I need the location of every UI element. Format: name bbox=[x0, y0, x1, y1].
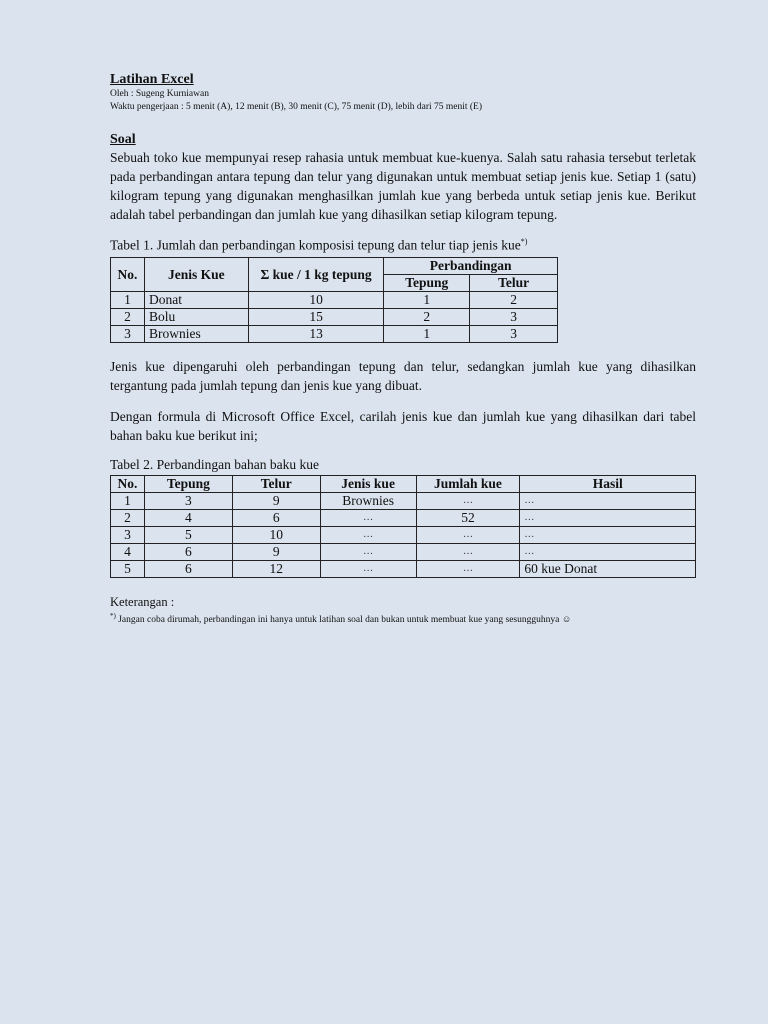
t2-header-tepung: Tepung bbox=[144, 475, 232, 492]
document-title: Latihan Excel bbox=[110, 72, 194, 87]
t1-cell-jenis: Bolu bbox=[144, 308, 248, 325]
t1-cell-tepung: 1 bbox=[384, 291, 470, 308]
t2-cell-jumlah: … bbox=[416, 492, 520, 509]
t2-cell-no: 3 bbox=[111, 526, 145, 543]
t1-header-perbandingan: Perbandingan bbox=[384, 257, 558, 274]
t2-cell-telur: 10 bbox=[232, 526, 320, 543]
table1-caption-text: Tabel 1. Jumlah dan perbandingan komposisi tepung dan telur tiap jenis kue bbox=[110, 237, 521, 253]
t2-cell-jumlah: … bbox=[416, 526, 520, 543]
footnote-sup: *) bbox=[110, 611, 116, 620]
paragraph-3: Dengan formula di Microsoft Office Excel, carilah jenis kue dan jumlah kue yang dihasilkan dari tabel bahan baku kue berikut ini; bbox=[110, 408, 696, 443]
t2-header-hasil: Hasil bbox=[520, 475, 696, 492]
document-page bbox=[110, 72, 696, 627]
t1-cell-telur: 2 bbox=[470, 291, 558, 308]
t2-cell-hasil: … bbox=[520, 509, 696, 526]
t2-cell-hasil: … bbox=[520, 492, 696, 509]
t1-header-jenis: Jenis Kue bbox=[144, 257, 248, 291]
t2-cell-no: 1 bbox=[111, 492, 145, 509]
table-row bbox=[111, 543, 696, 560]
t2-cell-tepung: 6 bbox=[144, 560, 232, 577]
footnote bbox=[110, 610, 696, 627]
t1-cell-sum: 15 bbox=[248, 308, 384, 325]
t2-cell-hasil: 60 kue Donat bbox=[520, 560, 696, 577]
t1-header-no: No. bbox=[111, 257, 145, 291]
table2-caption: Tabel 2. Perbandingan bahan baku kue bbox=[110, 456, 319, 472]
t1-cell-sum: 13 bbox=[248, 325, 384, 342]
keterangan-label: Keterangan : bbox=[110, 594, 175, 609]
t2-cell-no: 2 bbox=[111, 509, 145, 526]
t1-header-tepung: Tepung bbox=[384, 274, 470, 291]
table-row bbox=[111, 291, 558, 308]
t2-cell-jumlah: 52 bbox=[416, 509, 520, 526]
t2-header-telur: Telur bbox=[232, 475, 320, 492]
t1-cell-tepung: 1 bbox=[384, 325, 470, 342]
author-line: Oleh : Sugeng Kurniawan bbox=[110, 89, 209, 99]
t1-cell-no: 2 bbox=[111, 308, 145, 325]
t2-cell-jenis: … bbox=[320, 560, 416, 577]
table1-caption bbox=[110, 234, 696, 254]
t1-cell-jenis: Donat bbox=[144, 291, 248, 308]
table-row bbox=[111, 526, 696, 543]
t2-cell-jenis: … bbox=[320, 543, 416, 560]
table-row bbox=[111, 325, 558, 342]
t1-cell-no: 1 bbox=[111, 291, 145, 308]
table-row bbox=[111, 560, 696, 577]
t1-header-telur: Telur bbox=[470, 274, 558, 291]
soal-heading: Soal bbox=[110, 132, 136, 147]
t2-cell-hasil: … bbox=[520, 526, 696, 543]
t2-cell-tepung: 5 bbox=[144, 526, 232, 543]
t2-cell-jumlah: … bbox=[416, 543, 520, 560]
table-row bbox=[111, 509, 696, 526]
t2-cell-telur: 6 bbox=[232, 509, 320, 526]
t2-cell-jenis: … bbox=[320, 509, 416, 526]
t1-cell-telur: 3 bbox=[470, 325, 558, 342]
soal-intro: Sebuah toko kue mempunyai resep rahasia untuk membuat kue-kuenya. Salah satu rahasia tersebut terletak pada perbandingan antara tepung dan telur yang digunakan untuk membuat setiap jenis kue. Setiap 1 (satu) kilogram tepung yang digunakan menghasilkan jumlah kue yang berbeda untuk setiap jenis kue. Berikut adalah tabel perbandingan dan jumlah kue yang dihasilkan setiap kilogram tepung. bbox=[110, 150, 696, 222]
t2-cell-telur: 9 bbox=[232, 543, 320, 560]
t2-header-jumlah: Jumlah kue bbox=[416, 475, 520, 492]
paragraph-2: Jenis kue dipengaruhi oleh perbandingan tepung dan telur, sedangkan jumlah kue yang dihasilkan tergantung pada jumlah tepung dan jenis kue yang dibuat. bbox=[110, 358, 696, 393]
t2-header-no: No. bbox=[111, 475, 145, 492]
t1-cell-telur: 3 bbox=[470, 308, 558, 325]
t2-cell-jumlah: … bbox=[416, 560, 520, 577]
t2-cell-tepung: 6 bbox=[144, 543, 232, 560]
t2-cell-hasil: … bbox=[520, 543, 696, 560]
t1-header-sum: Σ kue / 1 kg tepung bbox=[248, 257, 384, 291]
t2-cell-telur: 12 bbox=[232, 560, 320, 577]
t1-cell-jenis: Brownies bbox=[144, 325, 248, 342]
table1-caption-sup: *) bbox=[520, 237, 528, 246]
table2 bbox=[110, 475, 696, 578]
t2-header-jenis: Jenis kue bbox=[320, 475, 416, 492]
t2-cell-jenis: Brownies bbox=[320, 492, 416, 509]
table1 bbox=[110, 257, 558, 343]
t2-cell-tepung: 3 bbox=[144, 492, 232, 509]
t1-cell-tepung: 2 bbox=[384, 308, 470, 325]
t2-cell-telur: 9 bbox=[232, 492, 320, 509]
t1-cell-no: 3 bbox=[111, 325, 145, 342]
t2-cell-no: 5 bbox=[111, 560, 145, 577]
t2-cell-jenis: … bbox=[320, 526, 416, 543]
t1-cell-sum: 10 bbox=[248, 291, 384, 308]
footnote-text: Jangan coba dirumah, perbandingan ini hanya untuk latihan soal dan bukan untuk membuat kue yang sesungguhnya ☺ bbox=[118, 614, 572, 625]
time-line: Waktu pengerjaan : 5 menit (A), 12 menit (B), 30 menit (C), 75 menit (D), lebih dari 75 menit (E) bbox=[110, 102, 483, 112]
t2-cell-no: 4 bbox=[111, 543, 145, 560]
table-row bbox=[111, 492, 696, 509]
t2-cell-tepung: 4 bbox=[144, 509, 232, 526]
table-row bbox=[111, 308, 558, 325]
